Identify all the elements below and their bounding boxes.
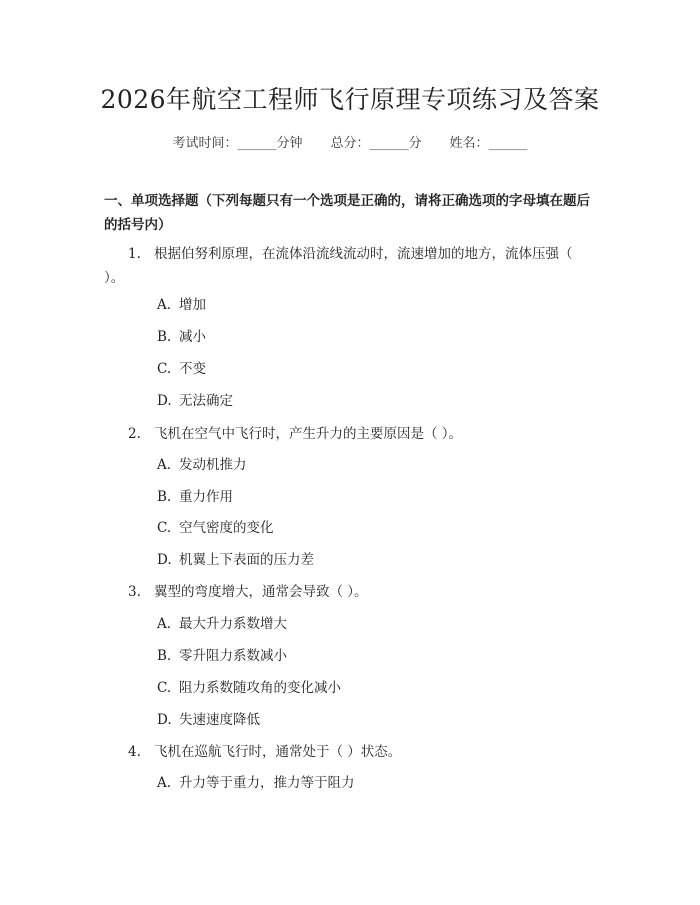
- option-letter: B.: [157, 648, 172, 664]
- option-1d: [157, 391, 233, 411]
- question-text: 飞机在空气中飞行时，产生升力的主要原因是（ ）。: [154, 426, 463, 442]
- option-1a: [157, 295, 206, 315]
- document-title: 2026年航空工程师飞行原理专项练习及答案: [100, 85, 600, 114]
- exam-time-field: 考试时间：______分钟: [172, 136, 303, 151]
- option-letter: A.: [157, 616, 172, 632]
- option-text: 升力等于重力，推力等于阻力: [179, 775, 355, 791]
- question-text: 飞机在巡航飞行时，通常处于（ ）状态。: [154, 744, 402, 760]
- option-2a: [157, 455, 247, 475]
- question-number: 3.: [128, 584, 141, 600]
- option-4a: [157, 773, 355, 793]
- option-letter: C.: [157, 520, 172, 536]
- option-text: 空气密度的变化: [179, 520, 274, 536]
- option-text: 不变: [179, 361, 206, 377]
- option-3b: [157, 646, 287, 666]
- question-number: 1.: [128, 246, 141, 262]
- total-score-field: 总分：______分: [330, 136, 422, 151]
- question-4: [104, 740, 574, 764]
- option-2d: [157, 550, 314, 570]
- option-letter: D.: [157, 712, 172, 728]
- question-2: [104, 422, 574, 446]
- question-text: 根据伯努利原理，在流体沿流线流动时，流速增加的地方，流体压强（ ）。: [104, 246, 573, 286]
- option-text: 减小: [179, 329, 206, 345]
- question-number: 4.: [128, 744, 141, 760]
- question-text: 翼型的弯度增大，通常会导致（ ）。: [154, 584, 368, 600]
- question-number: 2.: [128, 426, 141, 442]
- option-text: 无法确定: [179, 393, 233, 409]
- question-3: [104, 580, 574, 604]
- option-3a: [157, 614, 287, 634]
- option-text: 机翼上下表面的压力差: [179, 552, 314, 568]
- option-letter: A.: [157, 775, 172, 791]
- option-3c: [157, 678, 341, 698]
- option-letter: C.: [157, 680, 172, 696]
- option-letter: D.: [157, 552, 172, 568]
- option-text: 最大升力系数增大: [179, 616, 287, 632]
- option-letter: A.: [157, 297, 172, 313]
- option-text: 失速速度降低: [179, 712, 260, 728]
- option-2c: [157, 518, 274, 538]
- question-1: [104, 242, 574, 290]
- option-text: 零升阻力系数减小: [179, 648, 287, 664]
- option-2b: [157, 487, 233, 507]
- option-text: 阻力系数随攻角的变化减小: [179, 680, 341, 696]
- exam-meta-line: [0, 132, 700, 151]
- option-text: 重力作用: [179, 489, 233, 505]
- option-text: 发动机推力: [179, 457, 247, 473]
- section-heading: 一、单项选择题（下列每题只有一个选项是正确的，请将正确选项的字母填在题后的括号内）: [104, 193, 590, 233]
- option-letter: B.: [157, 489, 172, 505]
- option-text: 增加: [179, 297, 206, 313]
- option-letter: B.: [157, 329, 172, 345]
- option-letter: D.: [157, 393, 172, 409]
- option-letter: C.: [157, 361, 172, 377]
- student-name-field: 姓名：______: [449, 136, 528, 151]
- option-letter: A.: [157, 457, 172, 473]
- option-1b: [157, 327, 206, 347]
- option-1c: [157, 359, 206, 379]
- option-3d: [157, 710, 260, 730]
